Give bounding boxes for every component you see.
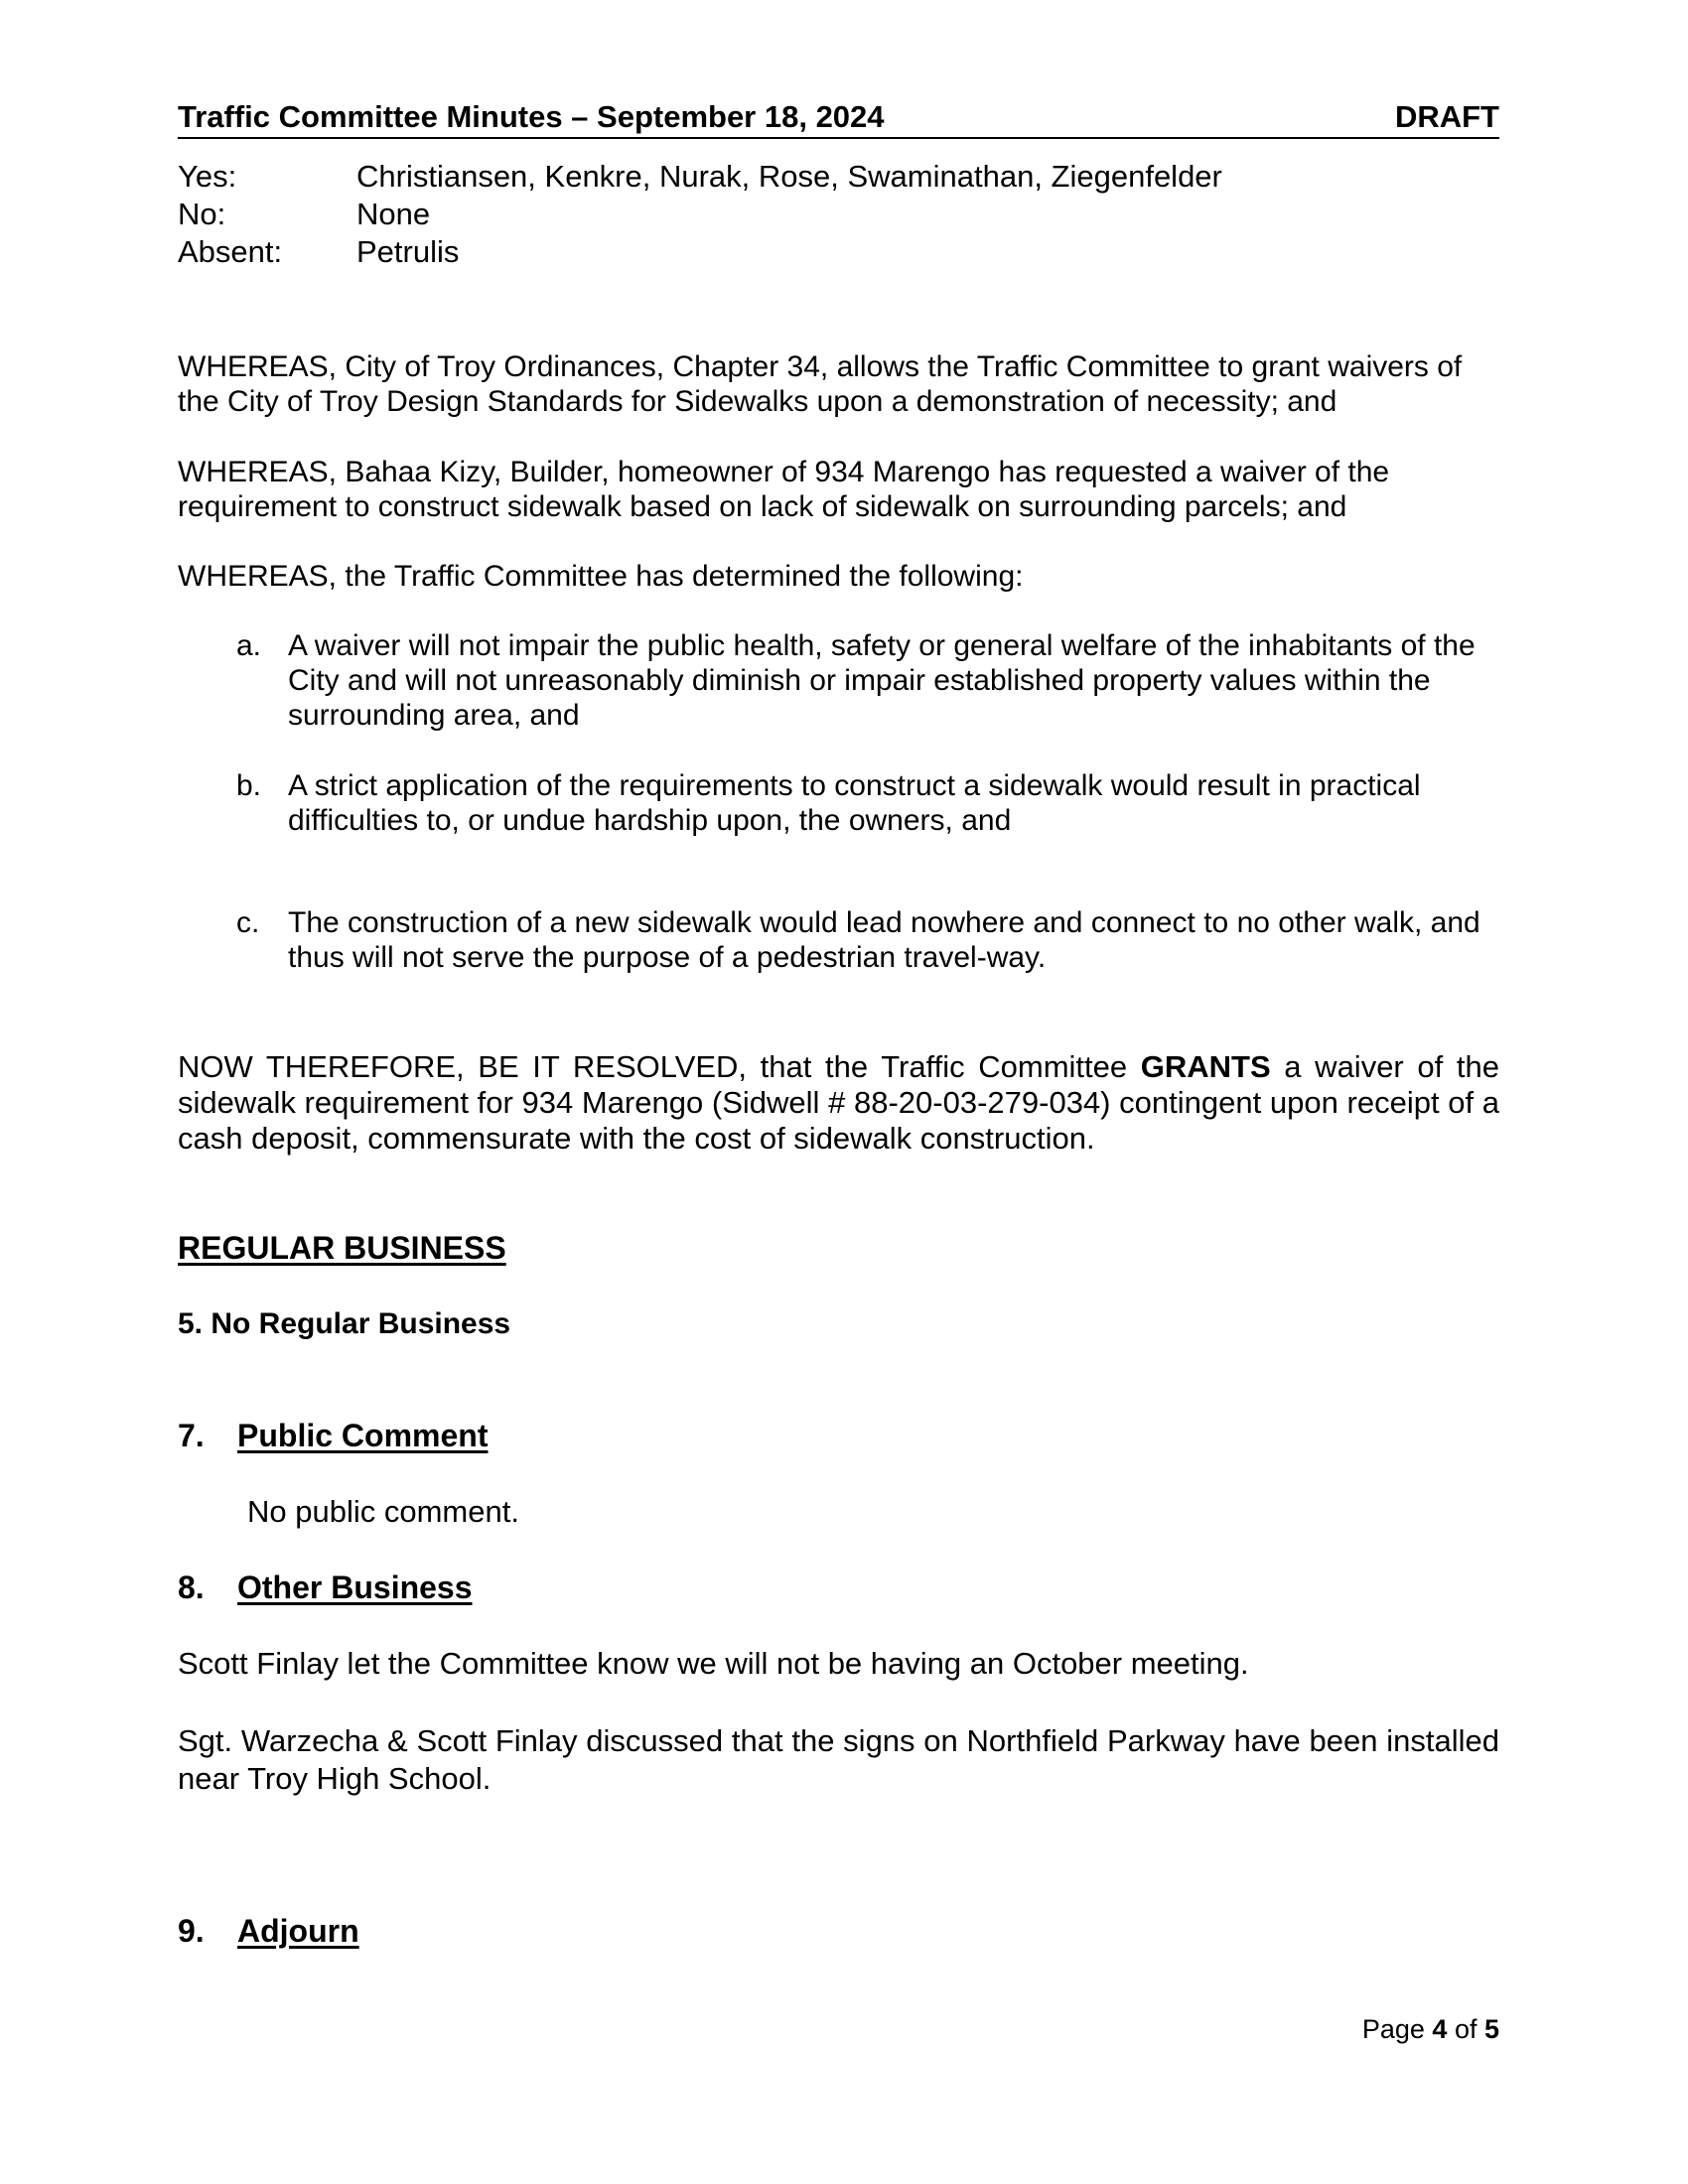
resolution-paragraph [178,1049,1499,1157]
vote-yes-value: Christiansen, Kenkre, Nurak, Rose, Swaminathan, Ziegenfelder [356,159,1222,194]
vote-absent-value: Petrulis [356,234,460,269]
draft-status: DRAFT [1394,99,1499,134]
section-title: Public Comment [237,1418,489,1453]
page-header [178,99,1499,139]
minutes-title: Traffic Committee Minutes – September 18, 2024 [178,99,885,134]
vote-no-value: None [356,197,431,231]
finding-marker: c. [236,906,260,939]
page-current: 4 [1432,2014,1448,2044]
finding-text: A waiver will not impair the public health, safety or general welfare of the inhabitants of the City and will not unreasonably diminish or impair established property values within the surrounding area, and [288,629,1476,732]
page-word: Page [1361,2014,1433,2044]
regular-business-heading: REGULAR BUSINESS [178,1230,506,1266]
public-comment-text: No public comment. [247,1494,519,1529]
finding-marker: a. [236,629,262,662]
vote-no-label: No: [178,197,226,231]
of-word: of [1447,2014,1484,2044]
other-business-paragraph-2: Sgt. Warzecha & Scott Finlay discussed that the signs on Northfield Parkway have been installed near Troy High School. [178,1723,1499,1796]
whereas-paragraph-2: WHEREAS, Bahaa Kizy, Builder, homeowner of 934 Marengo has requested a waiver of the requirement to construct sidewalk based on lack of sidewalk on surrounding parcels; and [178,456,1390,523]
resolution-text-before: NOW THEREFORE, BE IT RESOLVED, that the Traffic Committee [178,1049,1141,1084]
section-number: 8. [178,1570,205,1605]
page-number [1362,2013,1499,2045]
section-title: Adjourn [237,1913,359,1949]
whereas-paragraph-3: WHEREAS, the Traffic Committee has determined the following: [178,560,1024,593]
section-number: 9. [178,1913,205,1949]
section-number: 7. [178,1418,205,1453]
resolution-text-after: a waiver of the sidewalk requirement for 934 Marengo (Sidwell # 88-20-03-279-034) contingent upon receipt of a cash deposit, commensurate with the cost of sidewalk construction. [178,1049,1499,1156]
vote-yes-label: Yes: [178,159,237,194]
finding-marker: b. [236,769,262,802]
regular-business-item: 5. No Regular Business [178,1307,511,1340]
vote-absent-label: Absent: [178,234,283,269]
whereas-paragraph-1: WHEREAS, City of Troy Ordinances, Chapter 34, allows the Traffic Committee to grant waivers of the City of Troy Design Standards for Sidewalks upon a demonstration of necessity; and [178,350,1463,418]
page-total: 5 [1483,2014,1499,2044]
finding-text: The construction of a new sidewalk would lead nowhere and connect to no other walk, and thus will not serve the purpose of a pedestrian travel-way. [288,906,1480,974]
section-title: Other Business [237,1570,473,1605]
other-business-paragraph-1: Scott Finlay let the Committee know we will not be having an October meeting. [178,1646,1249,1681]
finding-text: A strict application of the requirements to construct a sidewalk would result in practical difficulties to, or undue hardship upon, the owners, and [288,769,1421,837]
resolution-grants: GRANTS [1140,1049,1271,1084]
